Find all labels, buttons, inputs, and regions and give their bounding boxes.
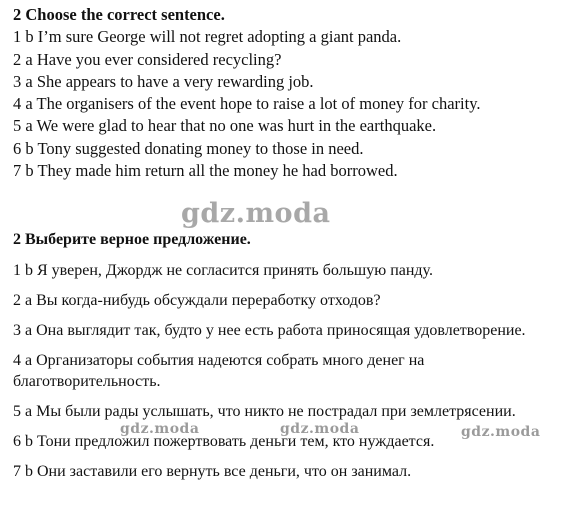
watermark-small-3: gdz.moda — [461, 424, 541, 440]
russian-section — [13, 230, 569, 491]
english-heading: 2 Choose the correct sentence. — [13, 5, 225, 24]
english-answer-3: 3 a She appears to have a very rewarding job. — [13, 71, 314, 91]
russian-answer-5: 5 a Мы были рады услышать, что никто не пострадал при землетрясении. — [13, 403, 516, 420]
english-answer-7: 7 b They made him return all the money he had borrowed. — [13, 161, 398, 181]
russian-answer-3: 3 a Она выглядит так, будто у нее есть работа приносящая удовлетворение. — [13, 322, 526, 339]
russian-answer-1: 1 b Я уверен, Джордж не согласится принять большую панду. — [13, 262, 433, 279]
english-answer-5: 5 a We were glad to hear that no one was hurt in the earthquake. — [13, 116, 437, 136]
watermark-small-1: gdz.moda — [120, 421, 200, 437]
english-section — [13, 4, 565, 182]
english-answer-4: 4 a The organisers of the event hope to raise a lot of money for charity. — [13, 94, 481, 114]
russian-answer-2: 2 a Вы когда-нибудь обсуждали переработку отходов? — [13, 292, 381, 309]
watermark-main: gdz.moda — [181, 198, 331, 229]
english-answer-2: 2 a Have you ever considered recycling? — [13, 49, 282, 69]
russian-heading: 2 Выберите верное предложение. — [13, 231, 251, 248]
english-answer-6: 6 b Tony suggested donating money to those in need. — [13, 138, 364, 158]
russian-answer-7: 7 b Они заставили его вернуть все деньги, что он занимал. — [13, 463, 412, 480]
russian-answer-4: 4 a Организаторы события надеются собрать много денег на благотворительность. — [13, 352, 425, 390]
english-answer-1: 1 b I’m sure George will not regret adopting a giant panda. — [13, 27, 402, 47]
watermark-small-2: gdz.moda — [280, 421, 360, 437]
russian-answer-6: 6 b Тони предложил пожертвовать деньги тем, кто нуждается. — [13, 433, 435, 450]
